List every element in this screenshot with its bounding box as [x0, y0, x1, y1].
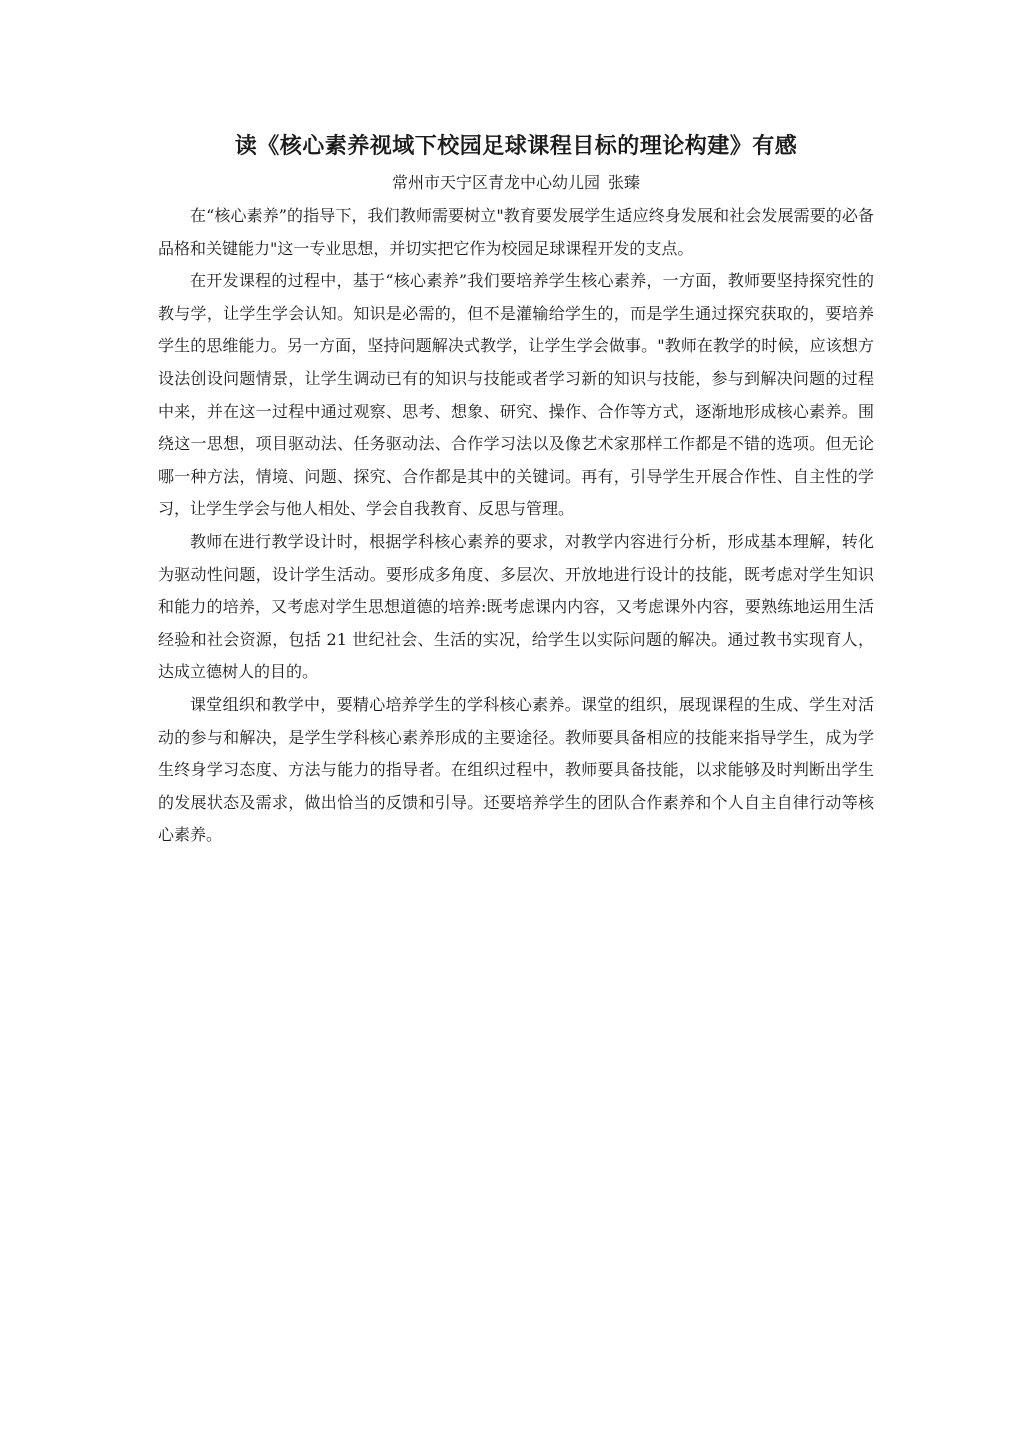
author-byline	[158, 170, 874, 196]
author-organization: 常州市天宁区青龙中心幼儿园	[391, 173, 600, 192]
paragraph: 教师在进行教学设计时，根据学科核心素养的要求，对教学内容进行分析，形成基本理解，转化为驱动性问题，设计学生活动。要形成多角度、多层次、开放地进行设计的技能，既考虑对学生知识和能力的培养，又考虑对学生思想道德的培养:既考虑课内内容，又考虑课外内容，要熟练地运用生活经验和社会资源，包括 21 世纪社会、生活的实况，给学生以实际问题的解决。通过教书实现育人，达成立德树人的目的。	[158, 531, 874, 682]
paragraph: 在“核心素养”的指导下，我们教师需要树立"教育要发展学生适应终身发展和社会发展需要的必备品格和关键能力"这一专业思想，并切实把它作为校园足球课程开发的支点。	[158, 206, 874, 258]
document-page	[158, 128, 874, 852]
paragraph: 课堂组织和教学中，要精心培养学生的学科核心素养。课堂的组织，展现课程的生成、学生对活动的参与和解决，是学生学科核心素养形成的主要途径。教师要具备相应的技能来指导学生，成为学生终身学习态度、方法与能力的指导者。在组织过程中，教师要具备技能，以求能够及时判断出学生的发展状态及需求，做出恰当的反馈和引导。还要培养学生的团队合作素养和个人自主自律行动等核心素养。	[158, 694, 874, 845]
author-name: 张臻	[608, 173, 641, 192]
document-title: 读《核心素养视域下校园足球课程目标的理论构建》有感	[234, 133, 798, 159]
paragraph: 在开发课程的过程中，基于“核心素养”我们要培养学生核心素养，一方面，教师要坚持探究性的教与学，让学生学会认知。知识是必需的，但不是灌输给学生的，而是学生通过探究获取的，要培养学生的思维能力。另一方面，坚持问题解决式教学，让学生学会做事。"教师在教学的时候，应该想方设法创设问题情景，让学生调动已有的知识与技能或者学习新的知识与技能，参与到解决问题的过程中来，并在这一过程中通过观察、思考、想象、研究、操作、合作等方式，逐渐地形成核心素养。围绕这一思想，项目驱动法、任务驱动法、合作学习法以及像艺术家那样工作都是不错的选项。但无论哪一种方法，情境、问题、探究、合作都是其中的关键词。再有，引导学生开展合作性、自主性的学习，让学生学会与他人相处、学会自我教育、反思与管理。	[158, 271, 874, 519]
